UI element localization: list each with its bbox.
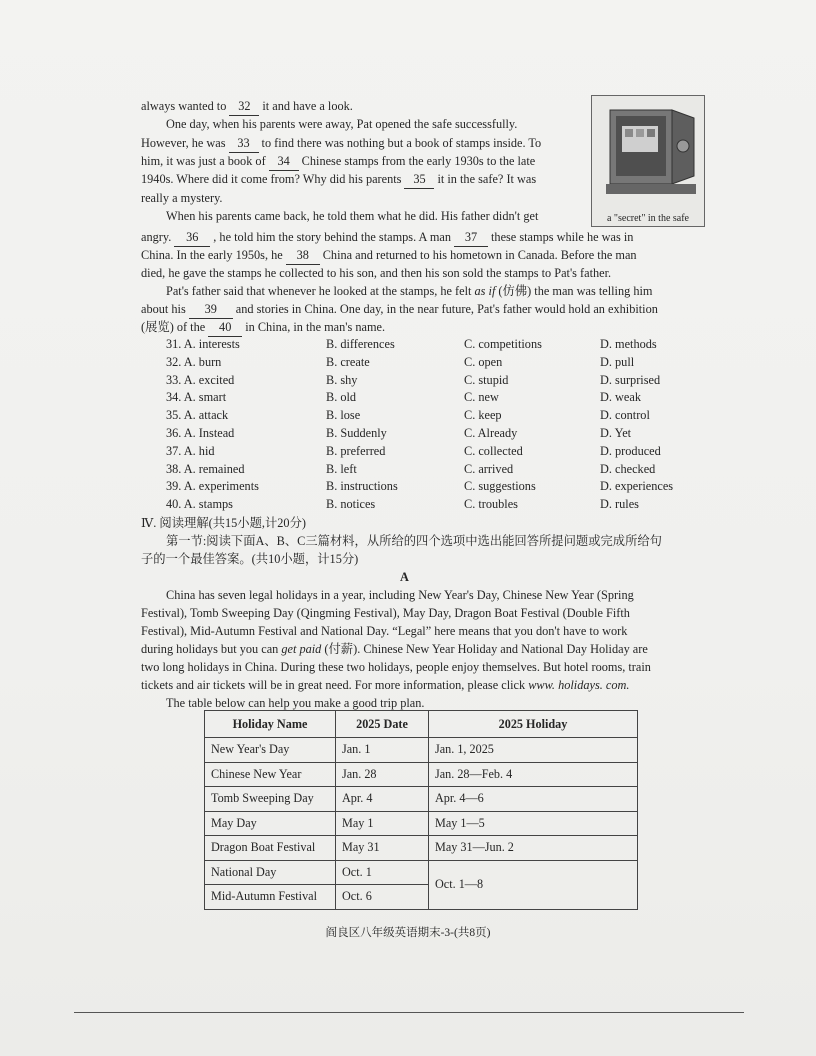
- option-item: C. new: [464, 390, 499, 405]
- section-instruction-2: 子的一个最佳答案。(共10小题，计15分): [141, 552, 359, 566]
- option-item: D. experiences: [600, 479, 674, 494]
- passage-line-5: 1940s. Where did it come from? Why did his parents 35 it in the safe? It was: [141, 170, 536, 189]
- option-item: B. instructions: [326, 479, 398, 494]
- passage-line-1: always wanted to 32 it and have a look.: [141, 97, 353, 116]
- option-item: B. shy: [326, 372, 358, 387]
- cell: Mid-Autumn Festival: [205, 885, 336, 910]
- option-item: 35. A. attack: [166, 408, 229, 423]
- cell: May 31: [336, 836, 429, 861]
- option-item: C. open: [464, 354, 503, 369]
- section-instruction-1: 第一节:阅读下面A、B、C三篇材料，从所给的四个选项中选出能回答所提问题或完成所给句: [166, 534, 662, 548]
- col-header-holiday: 2025 Holiday: [429, 711, 638, 738]
- option-item: D. checked: [600, 461, 656, 476]
- passage-a-line-5: two long holidays in China. During these two holidays, people enjoy themselves. But hotel rooms, train: [141, 660, 651, 674]
- passage-line-3: However, he was 33 to find there was nothing but a book of stamps inside. To: [141, 134, 541, 153]
- option-item: 37. A. hid: [166, 443, 215, 458]
- section-heading: Ⅳ. 阅读理解(共15小题,计20分): [141, 516, 306, 530]
- passage-line-12: about his 39 and stories in China. One day, in the near future, Pat's father would hold an exhibition: [141, 300, 658, 319]
- option-item: C. collected: [464, 443, 523, 458]
- cell: Chinese New Year: [205, 762, 336, 787]
- passage-a-line-3: Festival), Mid-Autumn Festival and National Day. “Legal” here means that you don't have to work: [141, 624, 628, 638]
- passage-line-7: When his parents came back, he told them what he did. His father didn't get: [166, 209, 539, 223]
- option-item: C. competitions: [464, 337, 542, 351]
- blank-33: 33: [229, 134, 259, 153]
- option-item: C. arrived: [464, 461, 514, 476]
- table-row: [205, 811, 638, 836]
- option-item: B. notices: [326, 497, 376, 512]
- col-header-name: Holiday Name: [205, 711, 336, 738]
- option-item: B. create: [326, 354, 370, 369]
- cell: Oct. 6: [336, 885, 429, 910]
- option-item: D. pull: [600, 354, 635, 369]
- option-item: 38. A. remained: [166, 461, 245, 476]
- option-item: 32. A. burn: [166, 354, 222, 369]
- option-item: 36. A. Instead: [166, 426, 235, 440]
- option-item: B. left: [326, 461, 357, 476]
- option-item: D. produced: [600, 443, 661, 458]
- option-item: D. surprised: [600, 372, 661, 387]
- table-header-row: [205, 711, 638, 738]
- blank-38: 38: [286, 246, 320, 265]
- bottom-rule: [74, 1012, 744, 1013]
- passage-a-line-2: Festival), Tomb Sweeping Day (Qingming Festival), May Day, Dragon Boat Festival (Double Fifth: [141, 606, 630, 620]
- table-row: [205, 787, 638, 812]
- cell: Jan. 28: [336, 762, 429, 787]
- option-item: D. control: [600, 408, 650, 423]
- table-row: [205, 738, 638, 763]
- table-row: [205, 836, 638, 861]
- cell: Apr. 4: [336, 787, 429, 812]
- passage-line-8: angry. 36 , he told him the story behind the stamps. A man 37 these stamps while he was in: [141, 228, 633, 247]
- passage-line-9: China. In the early 1950s, he 38 China and returned to his hometown in Canada. Before the man: [141, 246, 637, 265]
- blank-37: 37: [454, 228, 488, 247]
- passage-line-4: him, it was just a book of 34 Chinese stamps from the early 1930s to the late: [141, 152, 535, 171]
- cell: Tomb Sweeping Day: [205, 787, 336, 812]
- cell: May 31—Jun. 2: [429, 836, 638, 861]
- cell: May 1—5: [429, 811, 638, 836]
- cell: Jan. 28—Feb. 4: [429, 762, 638, 787]
- option-item: C. Already: [464, 426, 518, 440]
- cell: National Day: [205, 860, 336, 885]
- cell: Dragon Boat Festival: [205, 836, 336, 861]
- cell: May Day: [205, 811, 336, 836]
- passage-line-13: (展览) of the 40 in China, in the man's name.: [141, 318, 385, 337]
- safe-photo: [591, 95, 705, 227]
- safe-illustration: [592, 96, 702, 206]
- option-item: C. stupid: [464, 372, 509, 387]
- passage-a-line-1: China has seven legal holidays in a year, including New Year's Day, Chinese New Year (Spring: [166, 588, 634, 602]
- passage-a-line-4: during holidays but you can get paid (付薪). Chinese New Year Holiday and National Day Holiday are: [141, 642, 648, 656]
- option-item: D. weak: [600, 390, 641, 405]
- passage-line-10: died, he gave the stamps he collected to his son, and then his son sold the stamps to Pat's father.: [141, 266, 612, 280]
- cell: Oct. 1: [336, 860, 429, 885]
- blank-36: 36: [174, 228, 210, 247]
- cell-merged: Oct. 1—8: [429, 860, 638, 909]
- blank-39: 39: [189, 300, 233, 319]
- cell: New Year's Day: [205, 738, 336, 763]
- option-item: D. Yet: [600, 426, 632, 440]
- blank-34: 34: [269, 152, 299, 171]
- col-header-date: 2025 Date: [336, 711, 429, 738]
- cell: Jan. 1, 2025: [429, 738, 638, 763]
- page-footer: 阎良区八年级英语期末-3-(共8页): [325, 927, 491, 939]
- passage-line-2: One day, when his parents were away, Pat opened the safe successfully.: [166, 117, 518, 131]
- option-item: 33. A. excited: [166, 372, 235, 387]
- passage-line-6: really a mystery.: [141, 191, 223, 205]
- cell: May 1: [336, 811, 429, 836]
- option-item: B. preferred: [326, 443, 386, 458]
- option-item: D. rules: [600, 497, 639, 512]
- option-item: C. suggestions: [464, 479, 536, 494]
- option-item: B. lose: [326, 408, 361, 423]
- cell: Apr. 4—6: [429, 787, 638, 812]
- blank-35: 35: [404, 170, 434, 189]
- cell: Jan. 1: [336, 738, 429, 763]
- option-item: D. methods: [600, 337, 657, 351]
- option-item: 40. A. stamps: [166, 497, 233, 512]
- option-item: B. old: [326, 390, 357, 405]
- option-item: B. differences: [326, 337, 395, 351]
- photo-caption: a "secret" in the safe: [606, 213, 689, 224]
- blank-32: 32: [229, 97, 259, 116]
- holiday-table: [204, 710, 638, 910]
- option-item: 39. A. experiments: [166, 479, 259, 494]
- passage-a-line-6: tickets and air tickets will be in great need. For more information, please click www. holidays. com.: [141, 678, 630, 692]
- passage-a-line-7: The table below can help you make a good trip plan.: [166, 696, 425, 710]
- option-item: 31. A. interests: [166, 337, 240, 351]
- table-row: [205, 860, 638, 885]
- option-item: B. Suddenly: [326, 426, 387, 440]
- passage-a-label: A: [400, 570, 409, 584]
- blank-40: 40: [208, 318, 242, 337]
- option-item: C. keep: [464, 408, 502, 423]
- table-row: [205, 762, 638, 787]
- passage-line-11: Pat's father said that whenever he looked at the stamps, he felt as if (仿佛) the man was telling him: [166, 284, 653, 298]
- option-item: 34. A. smart: [166, 390, 227, 405]
- option-item: C. troubles: [464, 497, 518, 512]
